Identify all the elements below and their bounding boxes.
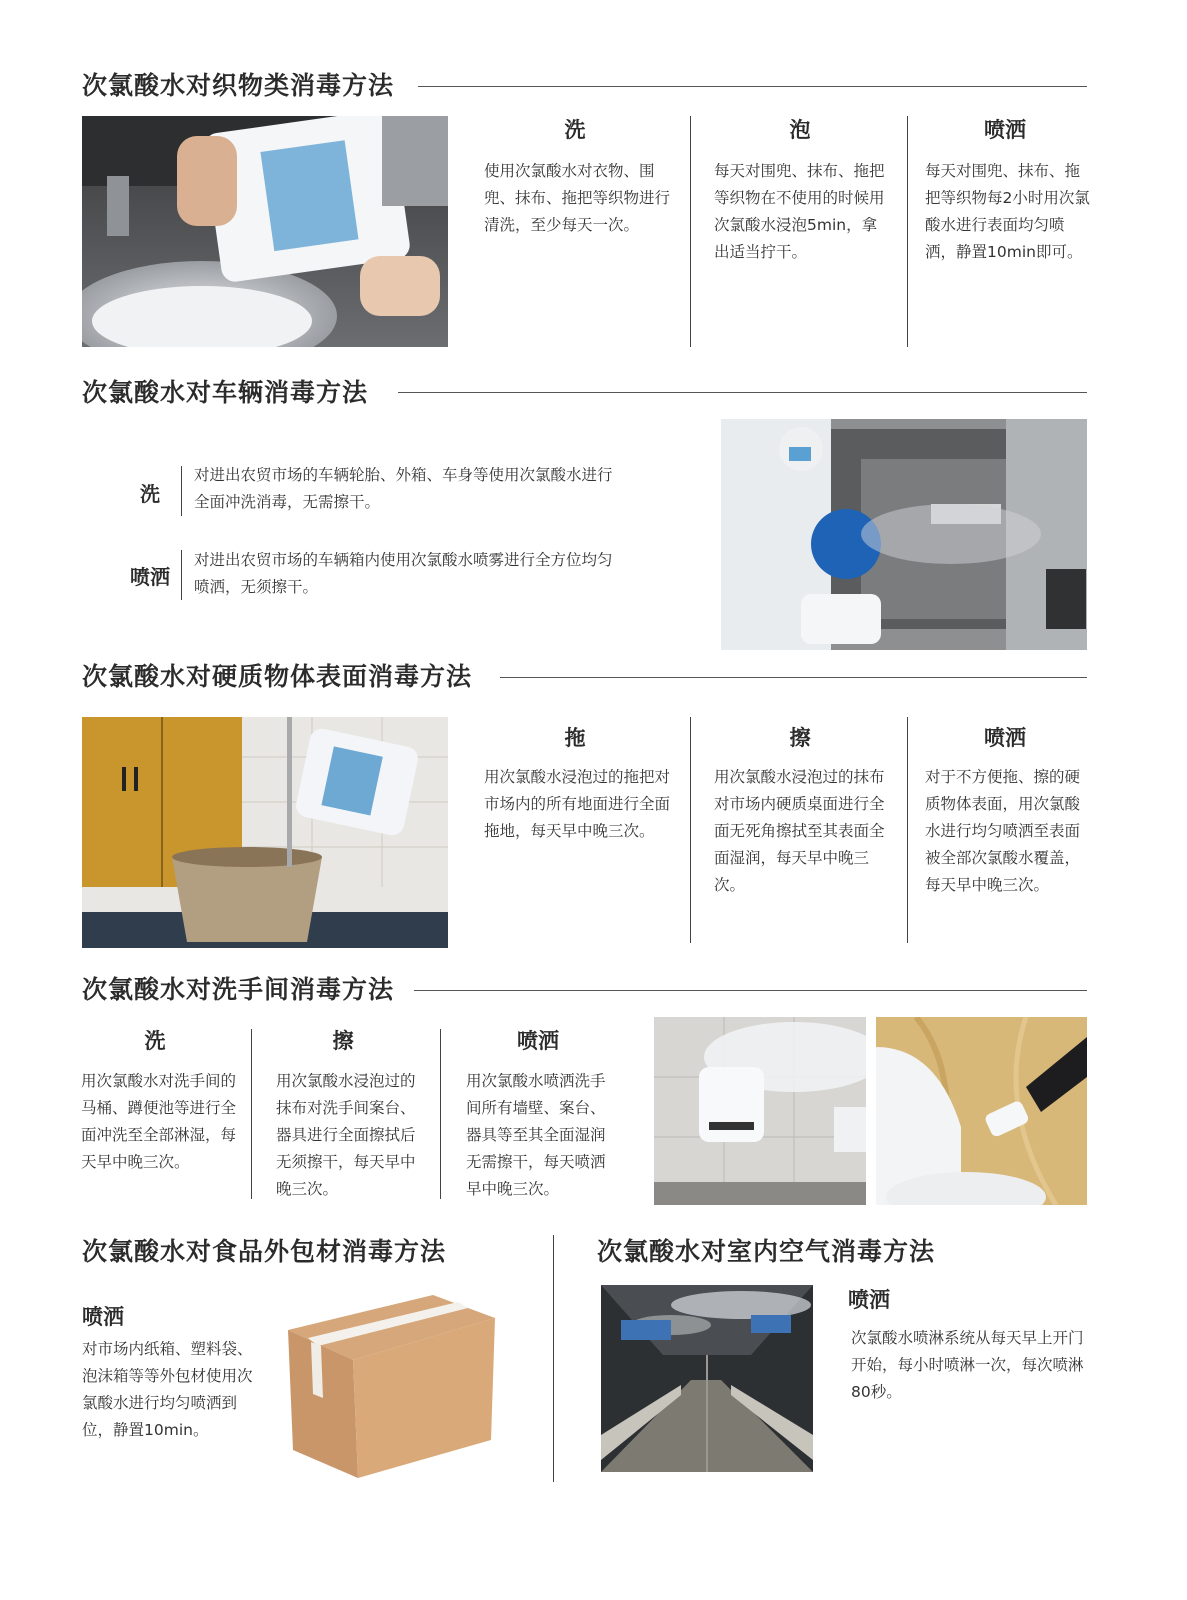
textiles-col3-head: 喷洒 bbox=[984, 117, 1026, 142]
vehicles-title: 次氯酸水对车辆消毒方法 bbox=[82, 378, 369, 407]
restroom-title: 次氯酸水对洗手间消毒方法 bbox=[82, 975, 395, 1004]
textiles-col3-text: 每天对围兜、抹布、拖把等织物每2小时用次氯酸水进行表面均匀喷洒，静置10min即可。 bbox=[925, 162, 1090, 261]
air-text: 次氯酸水喷淋系统从每天早上开门开始，每小时喷淋一次，每次喷淋80秒。 bbox=[851, 1329, 1084, 1401]
vehicles-item2-label: 喷洒 bbox=[130, 565, 170, 589]
textiles-col2-text: 每天对围兜、抹布、拖把等织物在不使用的时候用次氯酸水浸泡5min，拿出适当拧干。 bbox=[714, 162, 885, 261]
restroom-sprayer-photo bbox=[654, 1017, 866, 1205]
bottom-section-divider bbox=[553, 1235, 554, 1482]
vehicles-item2-text: 对进出农贸市场的车辆箱内使用次氯酸水喷雾进行全方位均匀喷洒，无须擦干。 bbox=[194, 551, 613, 596]
restroom-col-divider-2 bbox=[440, 1029, 441, 1199]
restroom-col3-head: 喷洒 bbox=[517, 1028, 559, 1053]
restroom-col-divider-1 bbox=[251, 1029, 252, 1199]
restroom-col1-text: 用次氯酸水对洗手间的马桶、蹲便池等进行全面冲洗至全部淋湿，每天早中晚三次。 bbox=[81, 1072, 237, 1171]
textiles-divider bbox=[418, 86, 1087, 87]
restroom-col3-text: 用次氯酸水喷洒洗手间所有墙壁、案台、器具等至其全面湿润无需擦干，每天喷洒早中晚三次。 bbox=[466, 1072, 606, 1198]
packaging-text: 对市场内纸箱、塑料袋、泡沫箱等等外包材使用次氯酸水进行均匀喷洒到位，静置10min。 bbox=[82, 1340, 253, 1439]
hard-surfaces-col-divider-2 bbox=[907, 717, 908, 943]
vehicles-divider bbox=[398, 392, 1087, 393]
air-market-photo bbox=[601, 1285, 813, 1472]
vehicles-photo bbox=[721, 419, 1087, 650]
hard-surfaces-col3-text: 对于不方便拖、擦的硬质物体表面，用次氯酸水进行均匀喷洒至表面被全部次氯酸水覆盖，每天早中晚三次。 bbox=[925, 768, 1081, 894]
restroom-toilet-photo bbox=[876, 1017, 1087, 1205]
textiles-photo bbox=[82, 116, 448, 347]
hard-surfaces-title: 次氯酸水对硬质物体表面消毒方法 bbox=[82, 662, 473, 691]
textiles-col-divider-2 bbox=[907, 116, 908, 347]
restroom-divider bbox=[414, 990, 1087, 991]
textiles-title: 次氯酸水对织物类消毒方法 bbox=[82, 71, 395, 100]
restroom-col2-text: 用次氯酸水浸泡过的抹布对洗手间案台、器具进行全面擦拭后无须擦干，每天早中晚三次。 bbox=[276, 1072, 416, 1198]
textiles-col2-head: 泡 bbox=[789, 117, 811, 142]
hard-surfaces-divider bbox=[500, 677, 1087, 678]
air-head: 喷洒 bbox=[848, 1287, 890, 1312]
restroom-col1-head: 洗 bbox=[144, 1028, 166, 1053]
packaging-title: 次氯酸水对食品外包材消毒方法 bbox=[82, 1237, 447, 1266]
hard-surfaces-col1-text: 用次氯酸水浸泡过的拖把对市场内的所有地面进行全面拖地，每天早中晚三次。 bbox=[484, 768, 671, 840]
vehicles-item2-bar bbox=[181, 550, 182, 600]
hard-surfaces-col2-head: 擦 bbox=[789, 725, 811, 750]
packaging-box-photo bbox=[283, 1290, 498, 1480]
hard-surfaces-col2-text: 用次氯酸水浸泡过的抹布对市场内硬质桌面进行全面无死角擦拭至其表面全面湿润，每天早中晚三次。 bbox=[714, 768, 885, 894]
vehicles-item1-text: 对进出农贸市场的车辆轮胎、外箱、车身等使用次氯酸水进行全面冲洗消毒，无需擦干。 bbox=[194, 466, 613, 511]
hard-surfaces-col3-head: 喷洒 bbox=[984, 725, 1026, 750]
textiles-col1-head: 洗 bbox=[564, 117, 586, 142]
packaging-head: 喷洒 bbox=[82, 1304, 124, 1329]
air-title: 次氯酸水对室内空气消毒方法 bbox=[597, 1237, 936, 1266]
hard-surfaces-photo bbox=[82, 717, 448, 948]
hard-surfaces-col1-head: 拖 bbox=[564, 725, 586, 750]
textiles-col1-text: 使用次氯酸水对衣物、围兜、抹布、拖把等织物进行清洗，至少每天一次。 bbox=[484, 162, 671, 234]
vehicles-item1-bar bbox=[181, 466, 182, 516]
vehicles-item1-label: 洗 bbox=[140, 482, 160, 506]
textiles-col-divider-1 bbox=[690, 116, 691, 347]
hard-surfaces-col-divider-1 bbox=[690, 717, 691, 943]
restroom-col2-head: 擦 bbox=[332, 1028, 354, 1053]
